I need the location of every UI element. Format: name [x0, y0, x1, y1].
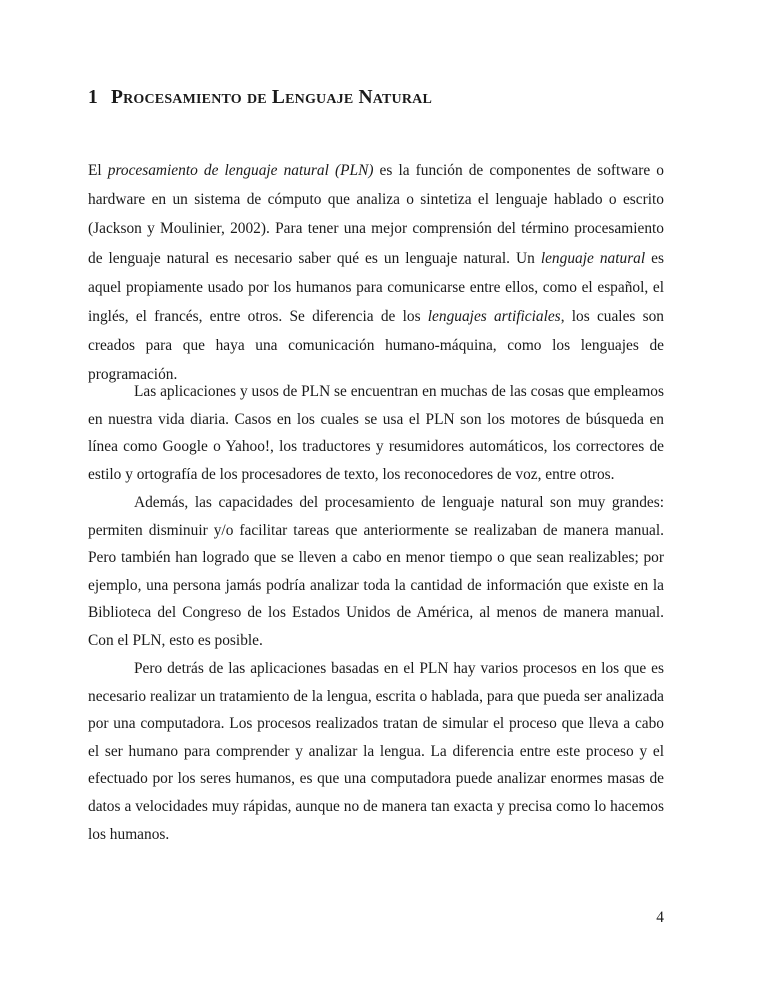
page-number: 4 [656, 909, 664, 926]
emphasis-lenguaje-natural: lenguaje natural [540, 249, 646, 267]
paragraph-1 [88, 156, 664, 390]
emphasis-lenguajes-artificiales: lenguajes artificiales [427, 308, 561, 326]
paragraph-3: Además, las capacidades del procesamiento de lenguaje natural son muy grandes: permiten disminuir y/o facilitar tareas que anteriormente se realizaban de manera manual. Pero también han logrado que se lleven a cabo en menor tiempo o que sean realizables; por ejemplo, una persona jamás podría analizar toda la cantidad de información que existe en la Biblioteca del Congreso de los Estados Unidos de América, al menos de manera manual. Con el PLN, esto es posible. [88, 494, 664, 649]
paragraph-1-text-run-4: , los cuales son creados para que haya una comunicación humano-máquina, como los lenguajes de programación. [88, 308, 664, 384]
emphasis-procesamiento-de-lenguaje-natural: procesamiento de lenguaje natural (PLN) [107, 162, 374, 179]
section-number: 1 [88, 87, 98, 108]
paragraph-4: Pero detrás de las aplicaciones basadas en el PLN hay varios procesos en los que es necesario realizar un tratamiento de la lengua, escrita o hablada, para que pueda ser analizada por una computadora. Los procesos realizados tratan de simular el proceso que lleva a cabo el ser humano para comprender y analizar la lengua. La diferencia entre este proceso y el efectuado por los seres humanos, es que una computadora puede analizar enormes masas de datos a velocidades muy rápidas, aunque no de manera tan exacta y precisa como lo hacemos los humanos. [88, 660, 664, 843]
paragraph-1-text-run-2: es la función de componentes de software o hardware en un sistema de cómputo que analiza o sintetiza el lenguaje hablado o escrito (Jackson y Moulinier, 2002). Para tener una mejor comprensión del término procesamiento de lenguaje natural es necesario saber qué es un lenguaje natural. Un [88, 162, 664, 267]
section-heading [88, 86, 664, 109]
paragraph-2: Las aplicaciones y usos de PLN se encuentran en muchas de las cosas que empleamos en nuestra vida diaria. Casos en los cuales se usa el PLN son los motores de búsqueda en línea como Google o Yahoo!, los traductores y resumidores automáticos, los correctores de estilo y ortografía de los procesadores de texto, los reconocedores de voz, entre otros. [88, 383, 664, 483]
paragraph-1-text-run-1: El [88, 162, 108, 179]
section-title: Procesamiento de Lenguaje Natural [110, 87, 433, 108]
paragraph-1-text-run-3: es aquel propiamente usado por los humanos para comunicarse entre ellos, como el español, el inglés, el francés, entre otros. Se diferencia de los [88, 249, 664, 326]
